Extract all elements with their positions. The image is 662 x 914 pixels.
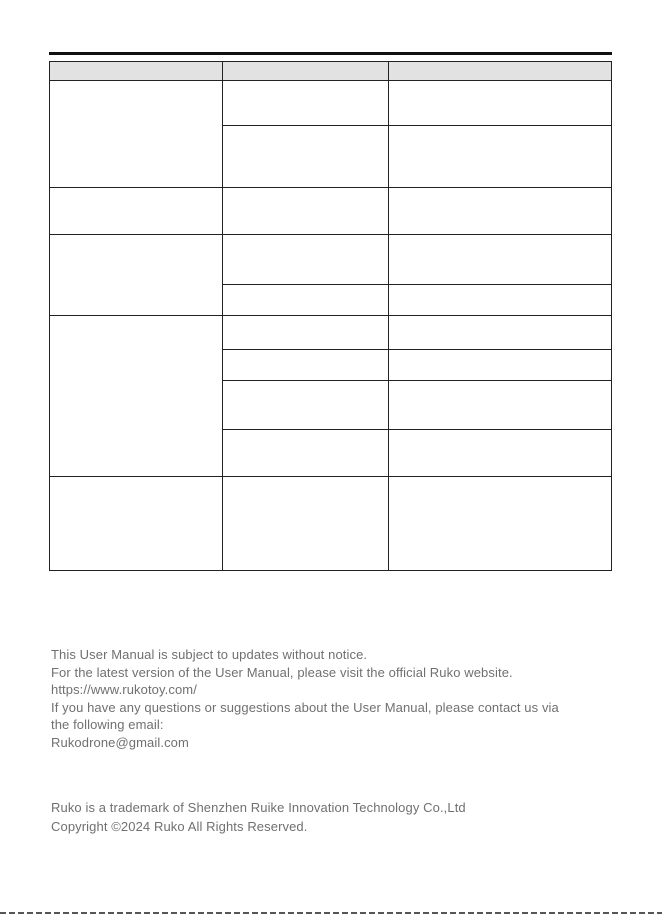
table-border-left bbox=[49, 61, 50, 571]
table-border-bottom bbox=[49, 570, 612, 571]
copyright-text: Copyright ©2024 Ruko All Rights Reserved. bbox=[51, 819, 308, 834]
row-line-group-1 bbox=[49, 187, 612, 188]
notice-contact-cont: the following email: bbox=[51, 717, 164, 733]
row-line-sub-4 bbox=[222, 380, 612, 381]
legal-notice bbox=[51, 798, 466, 836]
notice-updates: This User Manual is subject to updates without notice. bbox=[51, 647, 368, 662]
row-line-group-2 bbox=[49, 234, 612, 235]
column-divider-1 bbox=[222, 61, 223, 571]
row-line-sub-1 bbox=[222, 125, 612, 126]
notice-contact: If you have any questions or suggestions about the User Manual, please contact us via bbox=[51, 699, 559, 715]
table-border-right bbox=[611, 61, 612, 571]
row-line-sub-2 bbox=[222, 284, 612, 285]
row-line-header bbox=[49, 80, 612, 81]
trademark-text: Ruko is a trademark of Shenzhen Ruike Innovation Technology Co.,Ltd bbox=[51, 800, 466, 815]
website-link[interactable]: https://www.rukotoy.com/ bbox=[51, 682, 197, 698]
manual-notice bbox=[51, 646, 559, 752]
table-border-top bbox=[49, 61, 612, 62]
row-line-group-3 bbox=[49, 315, 612, 316]
table-header-row bbox=[49, 61, 612, 80]
row-line-sub-5 bbox=[222, 429, 612, 430]
row-line-group-4 bbox=[49, 476, 612, 477]
contact-email[interactable]: Rukodrone@gmail.com bbox=[51, 734, 189, 750]
top-rule bbox=[49, 52, 612, 55]
column-divider-2 bbox=[388, 61, 389, 571]
notice-latest-version: For the latest version of the User Manual, please visit the official Ruko website. bbox=[51, 664, 513, 680]
row-line-sub-3 bbox=[222, 349, 612, 350]
